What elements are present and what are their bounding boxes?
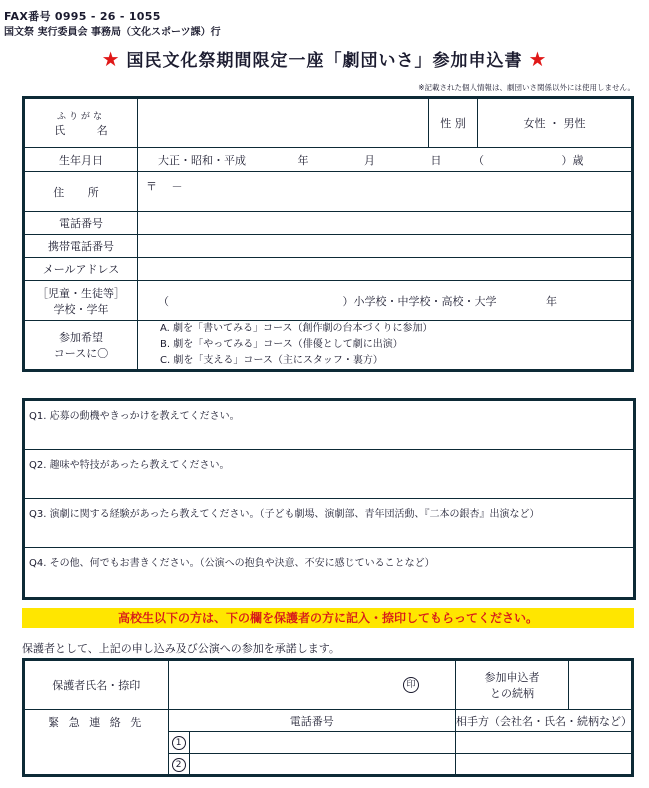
row-number-2: [168, 754, 189, 776]
gender-options[interactable]: 女性 ・ 男性: [478, 98, 633, 148]
question-1-text: Q1. 応募の動機やきっかけを教えてください。: [29, 411, 240, 422]
school-label-line2: 学校・学年: [53, 302, 109, 316]
email-field[interactable]: [138, 258, 633, 281]
course-option-b[interactable]: B. 劇を「やってみる」コース（俳優として劇に出演）: [160, 339, 403, 350]
row-number-1: [168, 732, 189, 754]
course-option-c[interactable]: C. 劇を「支える」コース（主にスタッフ・裏方）: [160, 355, 383, 366]
phone-header: 電話番号: [168, 710, 455, 732]
name-label: [24, 98, 138, 148]
furigana-label: ふりがな: [56, 111, 105, 122]
circle-2: 2: [172, 758, 186, 772]
relation-field[interactable]: [569, 660, 633, 710]
mobile-label: 携帯電話番号: [24, 235, 138, 258]
postal-mark: 〒 －: [146, 180, 183, 193]
question-3[interactable]: [25, 499, 633, 548]
name-field[interactable]: [138, 98, 429, 148]
guardian-warning: 高校生以下の方は、下の欄を保護者の方に記入・捺印してもらってください。: [22, 608, 634, 628]
year-label: 年: [297, 153, 309, 167]
gender-label: 性 別: [429, 98, 478, 148]
relation-label-line1: 参加申込者: [484, 671, 540, 684]
era-options: 大正・昭和・平成: [158, 153, 246, 167]
email-label: メールアドレス: [24, 258, 138, 281]
guardian-name-label: 保護者氏名・捺印: [24, 660, 169, 710]
course-label-line2: コースに〇: [53, 347, 109, 360]
address-field[interactable]: [138, 172, 633, 212]
birth-label: 生年月日: [24, 148, 138, 172]
emergency-contact-2[interactable]: [456, 754, 633, 776]
address-label: 住 所: [24, 172, 138, 212]
phone-field[interactable]: [138, 212, 633, 235]
question-4-text: Q4. その他、何でもお書きください。（公演への抱負や決意、不安に感じていることなど）: [29, 558, 435, 569]
course-label: [24, 321, 138, 371]
course-label-line1: 参加希望: [59, 331, 103, 344]
privacy-note: ※記載された個人情報は、劇団いさ関係以外には使用しません。: [418, 83, 635, 92]
school-field[interactable]: [138, 281, 633, 321]
course-option-a[interactable]: A. 劇を「書いてみる」コース（創作劇の台本づくりに参加）: [160, 323, 433, 334]
question-4[interactable]: [25, 548, 633, 596]
contact-header: 相手方（会社名・氏名・続柄など）: [456, 710, 633, 732]
emergency-phone-2[interactable]: [189, 754, 455, 776]
course-options: [138, 321, 633, 371]
star-icon: ★: [528, 47, 548, 71]
relation-label-line2: との続柄: [490, 687, 534, 700]
circle-1: 1: [172, 736, 186, 750]
guardian-table: [22, 658, 634, 777]
school-types: ）小学校・中学校・高校・大学: [342, 294, 497, 308]
page-title: [0, 46, 649, 71]
application-table: [22, 96, 634, 372]
school-label-line1: ［児童・生徒等］: [37, 286, 125, 300]
age-close: ）歳: [561, 153, 584, 167]
emergency-contact-1[interactable]: [456, 732, 633, 754]
relation-label: [456, 660, 569, 710]
consent-text: 保護者として、上記の申し込み及び公演への参加を承諾します。: [22, 642, 340, 655]
day-label: 日: [430, 153, 442, 167]
grade-label: 年: [546, 294, 557, 308]
age-open: （: [473, 153, 484, 167]
school-open: （: [158, 294, 169, 308]
fax-number: FAX番号 0995 - 26 - 1055: [4, 10, 161, 23]
emergency-phone-1[interactable]: [189, 732, 455, 754]
question-3-text: Q3. 演劇に関する経験があったら教えてください。（子ども劇場、演劇部、青年団活動、『二本の銀杏』出演など）: [29, 509, 540, 520]
birth-field[interactable]: [138, 148, 633, 172]
guardian-name-field[interactable]: [168, 660, 455, 710]
emergency-label: 緊 急 連 絡 先: [24, 710, 169, 776]
title-text: 国民文化祭期間限定一座「劇団いさ」参加申込書: [126, 51, 523, 71]
name-text: 氏 名: [54, 123, 122, 137]
school-label: [24, 281, 138, 321]
month-label: 月: [364, 153, 375, 167]
phone-label: 電話番号: [24, 212, 138, 235]
questions-box: [22, 398, 636, 600]
question-1[interactable]: [25, 401, 633, 450]
question-2[interactable]: [25, 450, 633, 499]
question-2-text: Q2. 趣味や特技があったら教えてください。: [29, 460, 230, 471]
mobile-field[interactable]: [138, 235, 633, 258]
seal-mark: 印: [403, 677, 419, 693]
organization: 国文祭 実行委員会 事務局（文化スポーツ課）行: [4, 27, 221, 38]
star-icon: ★: [101, 47, 121, 71]
